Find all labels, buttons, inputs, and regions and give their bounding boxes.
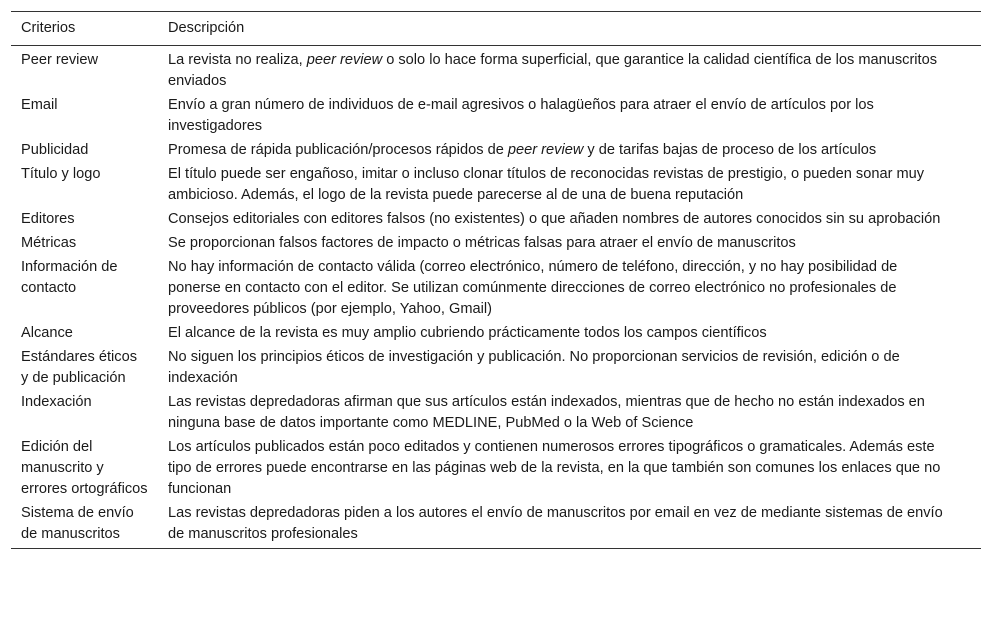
header-description: Descripción: [168, 20, 245, 36]
description-text: o solo lo hace forma superficial, que garantice la calidad científica de los manuscritos enviados: [168, 52, 938, 89]
description-text: Promesa de rápida publicación/procesos rápidos de: [168, 142, 508, 158]
criterion-cell: Edición del manuscrito y errores ortográficos: [21, 439, 148, 497]
criterion-cell: Email: [21, 97, 58, 113]
description-cell: [158, 502, 981, 549]
table-header: [11, 12, 981, 46]
description-text: Consejos editoriales con editores falsos (no existentes) o que añaden nombres de autores conocidos sin su aprobación: [168, 211, 941, 227]
table-row: [11, 46, 981, 95]
description-text: Las revistas depredadoras piden a los autores el envío de manuscritos por email en vez de mediante sistemas de envío de manuscritos profesionales: [168, 505, 943, 542]
table-row: [11, 391, 981, 436]
criterion-cell: Métricas: [21, 235, 77, 251]
description-text: No siguen los principios éticos de investigación y publicación. No proporcionan servicios de revisión, edición o de indexación: [168, 349, 900, 386]
criterion-cell: Alcance: [21, 325, 73, 341]
description-cell: [158, 46, 981, 95]
description-emphasis: peer review: [507, 142, 584, 158]
criterion-cell: Estándares éticos y de publicación: [21, 349, 138, 386]
table-row: [11, 502, 981, 549]
table-row: [11, 232, 981, 256]
description-cell: [158, 139, 981, 163]
criteria-table: [11, 11, 981, 549]
criterion-cell: Peer review: [21, 52, 99, 68]
description-cell: [158, 208, 981, 232]
description-emphasis: peer review: [306, 52, 383, 68]
table-row: [11, 163, 981, 208]
criterion-cell: Editores: [21, 211, 75, 227]
description-text: Envío a gran número de individuos de e-mail agresivos o halagüeños para atraer el envío de artículos por los investigadores: [168, 97, 874, 134]
criterion-cell: Indexación: [21, 394, 92, 410]
header-criteria: Criterios: [21, 20, 76, 36]
description-cell: [158, 322, 981, 346]
description-text: Las revistas depredadoras afirman que sus artículos están indexados, mientras que de hecho no están indexados en ninguna base de datos importante como MEDLINE, PubMed o la Web of Science: [168, 394, 925, 431]
description-text: Los artículos publicados están poco editados y contienen numerosos errores tipográficos o gramaticales. Además este tipo de errores puede encontrarse en las páginas web de la revista, en la que también son comunes los enlaces que no funcionan: [168, 439, 941, 497]
description-cell: [158, 232, 981, 256]
description-text: Se proporcionan falsos factores de impacto o métricas falsas para atraer el envío de manuscritos: [168, 235, 796, 251]
description-cell: [158, 94, 981, 139]
table-row: [11, 322, 981, 346]
criterion-cell: Título y logo: [21, 166, 101, 182]
description-cell: [158, 391, 981, 436]
description-text: No hay información de contacto válida (correo electrónico, número de teléfono, dirección, y no hay posibilidad de ponerse en contacto con el editor. Se utilizan comúnmente direcciones de correo electrónico no profesionales de proveedores públicos (por ejemplo, Yahoo, Gmail): [168, 259, 898, 317]
criteria-table-container: [11, 11, 981, 549]
description-cell: [158, 256, 981, 322]
table-row: [11, 256, 981, 322]
table-body: [11, 46, 981, 549]
criterion-cell: Información de contacto: [21, 259, 118, 296]
criterion-cell: Sistema de envío de manuscritos: [21, 505, 134, 542]
description-cell: [158, 163, 981, 208]
description-text: El alcance de la revista es muy amplio cubriendo prácticamente todos los campos científicos: [168, 325, 767, 341]
description-cell: [158, 436, 981, 502]
table-row: [11, 139, 981, 163]
description-text: y de tarifas bajas de proceso de los artículos: [583, 142, 877, 158]
description-text: La revista no realiza,: [168, 52, 307, 68]
table-row: [11, 436, 981, 502]
description-cell: [158, 346, 981, 391]
description-text: El título puede ser engañoso, imitar o incluso clonar títulos de reconocidas revistas de prestigio, o pueden sonar muy ambicioso. Además, el logo de la revista puede parecerse al de una de buena reputación: [168, 166, 925, 203]
header-row: [11, 12, 981, 46]
table-row: [11, 208, 981, 232]
table-row: [11, 94, 981, 139]
criterion-cell: Publicidad: [21, 142, 89, 158]
table-row: [11, 346, 981, 391]
